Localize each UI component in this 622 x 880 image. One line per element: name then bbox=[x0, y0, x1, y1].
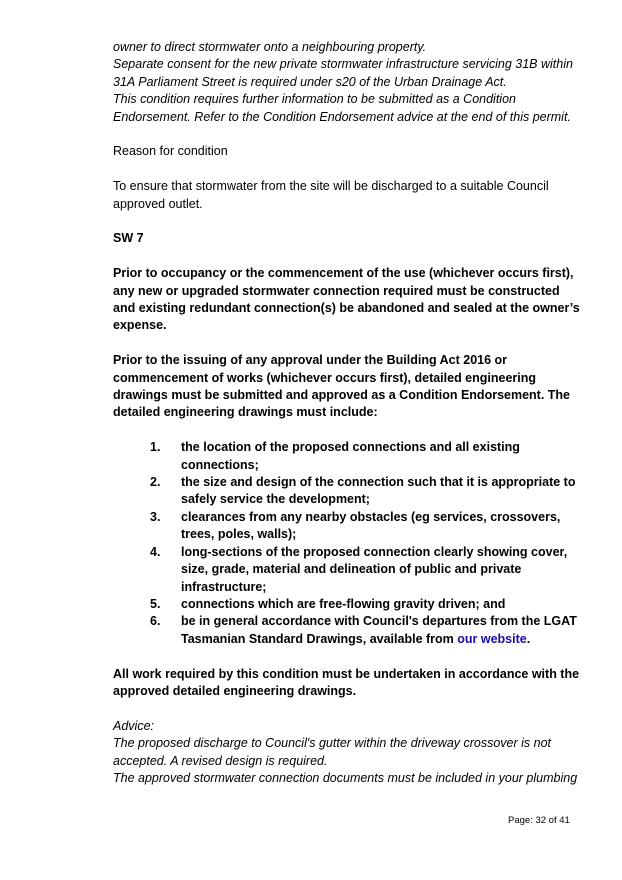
list-text: connections which are free-flowing gravity driven; and bbox=[181, 596, 506, 611]
list-text: be in general accordance with Council's departures from the LGAT Tasmanian Standard Drawings, available from bbox=[181, 614, 577, 646]
reason-heading: Reason for condition bbox=[113, 144, 228, 159]
list-item bbox=[113, 474, 583, 509]
list-item bbox=[113, 509, 583, 544]
list-text: clearances from any nearby obstacles (eg services, crossovers, trees, poles, walls); bbox=[181, 509, 561, 542]
list-item bbox=[113, 596, 583, 613]
list-text: the location of the proposed connections and all existing connections; bbox=[181, 440, 520, 472]
page-number: Page: 32 of 41 bbox=[508, 815, 570, 826]
website-link[interactable]: our website bbox=[457, 631, 527, 646]
drawings-paragraph: Prior to the issuing of any approval under the Building Act 2016 or commencement of works (whichever occurs first), detailed engineering drawings must be submitted and approved as a Condition Endorsement. The detailed engineering drawings must include: bbox=[113, 353, 571, 420]
list-number: 6. bbox=[150, 614, 161, 629]
intro-line: 31A Parliament Street is required under s20 of the Urban Drainage Act. bbox=[113, 74, 507, 89]
list-number: 2. bbox=[150, 475, 161, 490]
list-number: 5. bbox=[150, 596, 161, 611]
list-text: long-sections of the proposed connection clearly showing cover, size, grade, material and delineation of public and private infrastructure; bbox=[181, 544, 568, 594]
reason-text: To ensure that stormwater from the site will be discharged to a suitable Council approved outlet. bbox=[113, 179, 549, 211]
list-number: 4. bbox=[150, 544, 161, 559]
page-content bbox=[113, 39, 583, 787]
advice-section bbox=[113, 718, 583, 788]
intro-line: Separate consent for the new private stormwater infrastructure servicing 31B within bbox=[113, 57, 573, 72]
advice-line: The approved stormwater connection documents must be included in your plumbing bbox=[113, 770, 578, 785]
list-item bbox=[113, 439, 583, 474]
list-item bbox=[113, 544, 583, 596]
advice-line: accepted. A revised design is required. bbox=[113, 753, 328, 768]
list-text-suffix: . bbox=[526, 631, 531, 646]
intro-line: This condition requires further information to be submitted as a Condition bbox=[113, 92, 516, 107]
list-number: 1. bbox=[150, 440, 161, 455]
advice-line: The proposed discharge to Council's gutter within the driveway crossover is not bbox=[113, 736, 552, 751]
requirements-list bbox=[113, 439, 583, 648]
occupancy-paragraph: Prior to occupancy or the commencement of the use (whichever occurs first), any new or upgraded stormwater connection required must be constructed and existing redundant connection(s) be abandoned and sealed at the owner’s expense. bbox=[113, 266, 580, 333]
intro-line: owner to direct stormwater onto a neighbouring property. bbox=[113, 40, 427, 54]
advice-heading: Advice: bbox=[113, 718, 154, 733]
intro-text bbox=[113, 39, 583, 126]
list-item bbox=[113, 613, 583, 648]
condition-code: SW 7 bbox=[113, 231, 144, 246]
list-text: the size and design of the connection such that it is appropriate to safely service the development; bbox=[181, 475, 576, 507]
compliance-paragraph: All work required by this condition must be undertaken in accordance with the approved detailed engineering drawings. bbox=[113, 666, 580, 698]
intro-line: Endorsement. Refer to the Condition Endorsement advice at the end of this permit. bbox=[113, 109, 571, 124]
list-number: 3. bbox=[150, 509, 161, 524]
